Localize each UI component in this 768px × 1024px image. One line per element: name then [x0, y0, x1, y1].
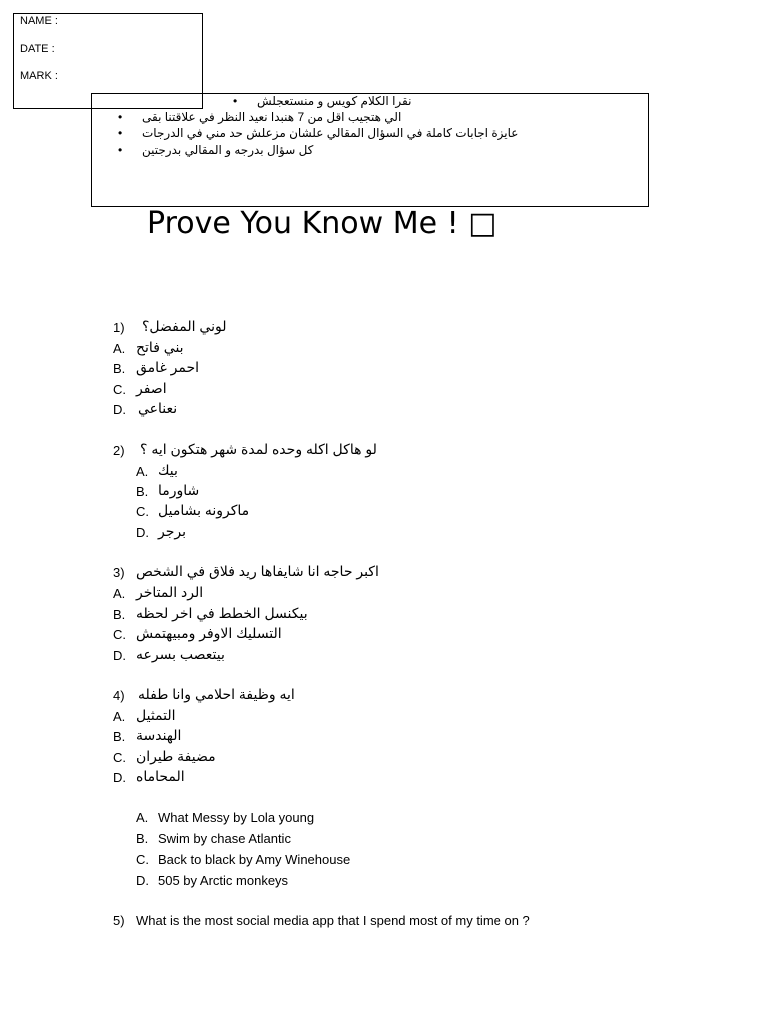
option-text: بيتعصب بسرعه [136, 646, 225, 662]
option-text: الرد المتاخر [136, 584, 204, 600]
option-text: التسليك الاوفر ومبيهتمش [136, 625, 282, 641]
option-text: الهندسة [136, 727, 182, 743]
option-text: مضيفة طيران [136, 748, 216, 764]
option-letter: C. [113, 382, 126, 397]
song-option-text: 505 by Arctic monkeys [158, 873, 289, 888]
option-letter: D. [136, 525, 149, 540]
option-letter: B. [113, 607, 126, 622]
option-letter: C. [113, 627, 126, 642]
option-text: بني فاتح [136, 339, 184, 355]
option-text: ماكرونه بشاميل [158, 502, 250, 518]
rule-item-1: نقرا الكلام كويس و منستعجلش [257, 94, 412, 108]
option-text: نعناعي [138, 400, 178, 416]
option-text: برجر [158, 523, 186, 539]
option-letter: B. [136, 484, 149, 499]
option-letter: A. [136, 810, 149, 825]
option-letter: C. [113, 750, 126, 765]
question-text: اكبر حاجه انا شايفاها ريد فلاق في الشخص [136, 563, 379, 579]
song-option-text: Swim by chase Atlantic [158, 831, 291, 846]
rule-bullet: • [233, 94, 238, 108]
question-number: 2) [113, 443, 125, 458]
option-text: التمثيل [136, 707, 176, 723]
mark-label: MARK : [20, 70, 58, 82]
option-text: شاورما [158, 482, 200, 498]
option-letter: B. [113, 729, 126, 744]
question-number: 1) [113, 320, 125, 335]
option-letter: A. [113, 709, 126, 724]
option-letter: B. [113, 361, 126, 376]
option-letter: D. [113, 402, 126, 417]
option-letter: D. [113, 770, 126, 785]
option-letter: A. [136, 464, 149, 479]
rule-bullet: • [118, 143, 123, 157]
option-letter: A. [113, 586, 126, 601]
rule-item-4: كل سؤال بدرجه و المقالي بدرجتين [142, 143, 314, 157]
name-label: NAME : [20, 15, 58, 27]
option-letter: B. [136, 831, 149, 846]
song-option-text: What Messy by Lola young [158, 810, 315, 825]
option-letter: C. [136, 504, 149, 519]
option-letter: D. [113, 648, 126, 663]
option-text: بيكنسل الخطط في اخر لحظه [136, 605, 308, 621]
option-text: بيك [158, 462, 178, 478]
rule-bullet: • [118, 126, 123, 140]
date-label: DATE : [20, 43, 55, 55]
question-number: 5) [113, 913, 125, 928]
question-text: لوني المفضل؟ [142, 318, 227, 334]
option-text: اصفر [136, 380, 167, 396]
question-text: ايه وظيفة احلامي وانا طفله [138, 686, 295, 702]
rule-item-3: عايزة اجابات كاملة في السؤال المقالي علشان مزعلش حد مني في الدرجات [142, 126, 519, 140]
option-text: احمر غامق [136, 359, 200, 375]
question-text: What is the most social media app that I spend most of my time on ? [136, 913, 530, 928]
question-number: 3) [113, 565, 125, 580]
option-letter: A. [113, 341, 126, 356]
page-title: Prove You Know Me ! □ [147, 206, 497, 241]
option-letter: C. [136, 852, 149, 867]
question-number: 4) [113, 688, 125, 703]
rule-item-2: الي هتجيب اقل من 7 هنبدا نعيد النظر في علاقتنا بقى [142, 110, 402, 124]
rule-bullet: • [118, 110, 123, 124]
option-text: المحاماه [136, 768, 185, 784]
option-letter: D. [136, 873, 149, 888]
song-option-text: Back to black by Amy Winehouse [158, 852, 351, 867]
question-text: لو هاكل اكله وحده لمدة شهر هتكون ايه ؟ [140, 441, 377, 457]
